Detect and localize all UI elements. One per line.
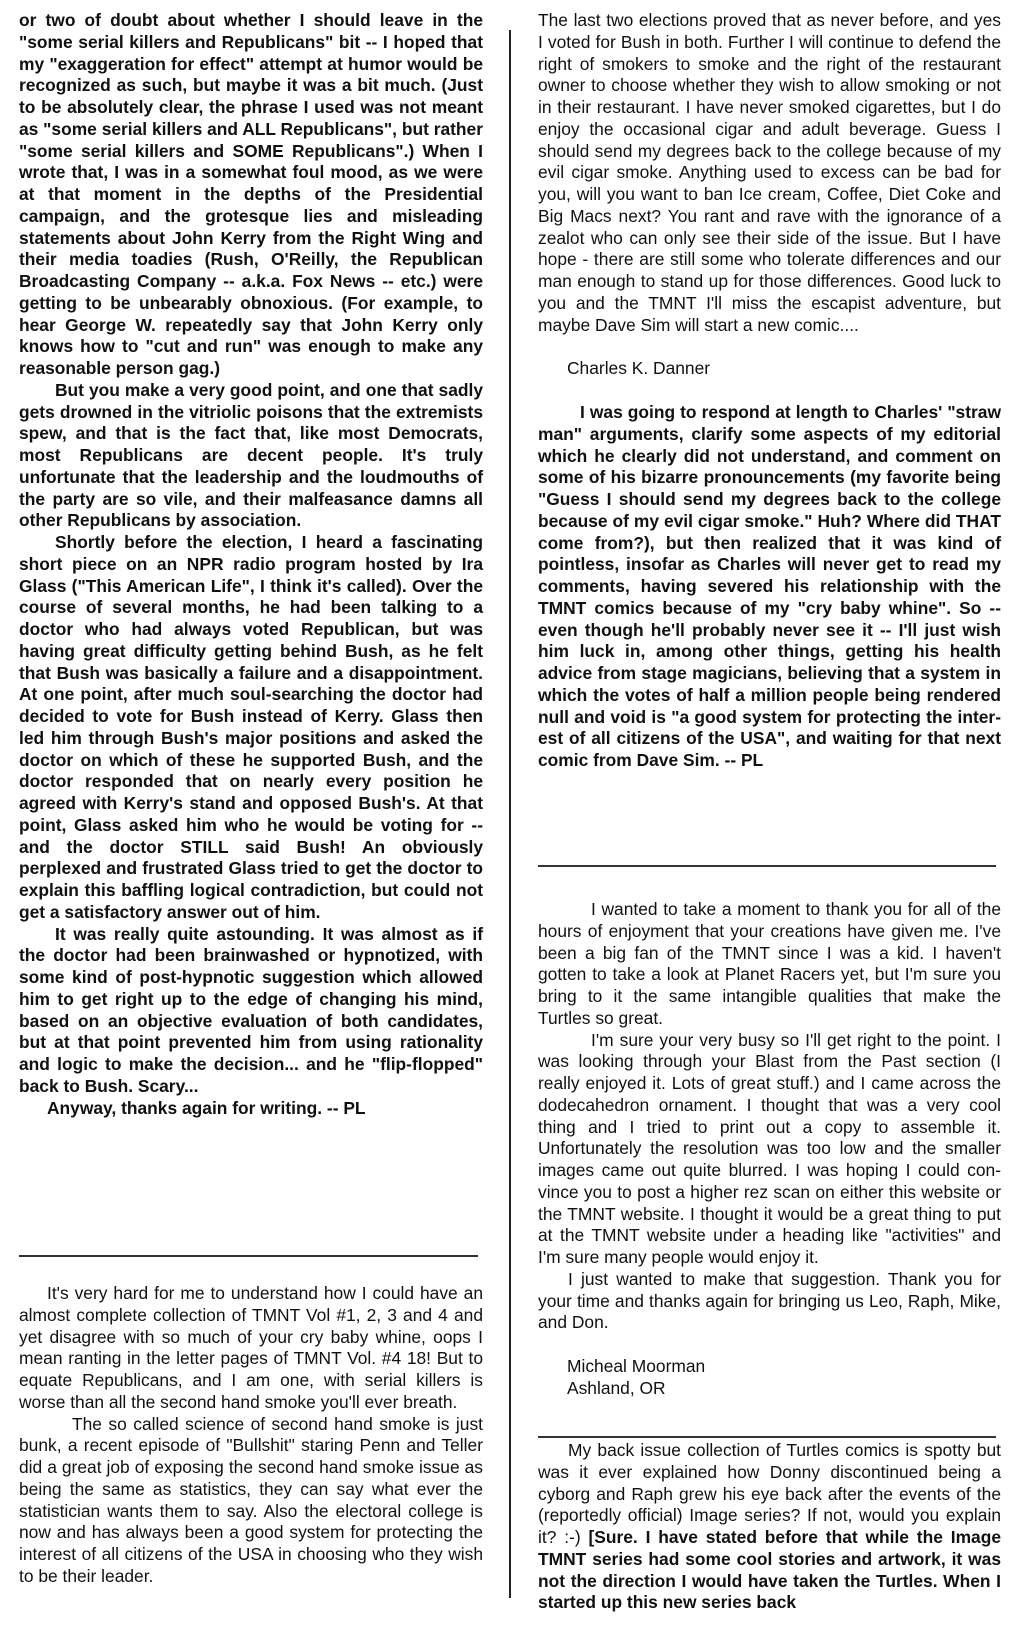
section-separator (538, 865, 996, 867)
reply-paragraph: But you make a very good point, and one that sadly gets drowned in the vitriolic poisons that the extremists spew, and that is the fact that, like most Democrats, most Republicans are decent people. It's truly unfortunate that the leadership and the loudmouths of the party are so vile, and their malfeasance damns all other Republicans by association. (19, 379, 483, 531)
letter-signature: Charles K. Danner (567, 358, 711, 379)
letter-paragraph: The last two elections proved that as never before, and yes I voted for Bush in both. Further I will continue to defend the right of smokers to smoke and the right of the restaurant owner to choose whether they wish to allow smoking or not in their restaurant. I have never smoked cigarettes, but I do enjoy the occasional cigar and adult beverage. Guess I should send my degrees back to the college because of my evil cigar smoke. Anything used to excess can be bad for you, will you want to ban Ice cream, Coffee, Diet Coke and Big Macs next? You rant and rave with the ignorance of a zealot who can only see their side of the issue. But I have hope - there are still some who tolerate differences and our man enough to stand up for those differences. Good luck to you and the TMNT I'll miss the escapist adventure, but maybe Dave Sim will start a new comic.... (538, 10, 1001, 335)
letter-danner-part2 (538, 10, 1001, 380)
reply-signoff: Anyway, thanks again for writing. -- PL (47, 1097, 366, 1118)
editor-reply-pl-2 (538, 402, 1001, 772)
letter-back-issue (538, 1440, 1001, 1614)
letter-moorman (538, 899, 1001, 1400)
letter-question: My back issue collection of Turtles comics is spotty but was it ever explained how Donny discontinued being a cyborg and Raph grew his eye back after the events of the (reportedly official) Image series? If not, would you explain it? :-) (538, 1440, 1001, 1547)
letter-paragraph: I'm sure your very busy so I'll get right to the point. I was looking through your Blast from the Past section (I really enjoyed it. Lots of great stuff.) and I came across the dodecahedron ornament. I thought that was a very cool thing and I tried to print out a copy to assemble it. Unfortunately the resolution was too low and the smaller images came out quite blurred. I was hoping I could convince you to post a higher rez scan on either this website or the TMNT website. I thought it would be a great thing to put at the TMNT website under a heading like "activities" and I'm sure many people would enjoy it. (538, 1029, 1001, 1267)
section-separator (19, 1255, 478, 1257)
left-column (19, 10, 483, 1119)
letter-paragraph: I just wanted to make that suggestion. Thank you for your time and thanks again for bringing us Leo, Raph, Mike, and Don. (538, 1268, 1001, 1333)
reply-paragraph: or two of doubt about whether I should leave in the "some serial killers and Republicans" bit -- I hoped that my "exaggeration for effect" attempt at humor would be recognized as such, but maybe it was a bit much. (Just to be absolutely clear, the phrase I used was not meant as "some serial killers and ALL Republicans", but rather "some serial killers and SOME Republicans".) When I wrote that, I was in a somewhat foul mood, as we were at that moment in the depths of the Presidential campaign, and the grotesque lies and misleading statements about John Kerry from the Right Wing and their media toadies (Rush, O'Reilly, the Republican Broadcasting Company -- a.k.a. Fox News -- etc.) were getting to be unbearably obnoxious. (For example, to hear George W. repeatedly say that John Kerry only knows how to "cut and run" was enough to make any reasonable person gag.) (19, 10, 483, 378)
right-column (538, 10, 1001, 772)
letter-paragraph: The so called science of second hand smoke is just bunk, a recent episode of "Bullshit" staring Penn and Teller did a great job of exposing the second hand smoke issue as being the same as statistics, they can say what ever the statistician wants them to say. Also the electoral college is now and has always been a good system for protecting the interest of all citizens of the USA in choosing who they wish to be their leader. (19, 1413, 483, 1586)
reply-paragraph: I was going to respond at length to Charles' "straw man" arguments, clarify some aspects of my editorial which he clearly did not understand, and comment on some of his bizarre pronouncements (my favorite being "Guess I should send my degrees back to the college because of my evil cigar smoke." Huh? Where did THAT come from?), but then realized that it was kind of pointless, insofar as Charles will never get to read my comments, having severed his relationship with the TMNT comics because of my "cry baby whine". So -- even though he'll probably never see it -- I'll just wish him luck in, among other things, getting his health advice from stage magicians, believing that a system in which the votes of half a million people being rendered null and void is "a good system for protecting the interest of all citizens of the USA", and waiting for that next comic from Dave Sim. -- PL (538, 402, 1001, 770)
editor-reply-pl-1 (19, 10, 483, 1119)
letter-danner-part1 (19, 1283, 483, 1588)
column-divider (509, 30, 511, 1598)
signature-location: Ashland, OR (567, 1377, 666, 1398)
letter-paragraph: I wanted to take a moment to thank you for all of the hours of enjoyment that your creations have given me. I've been a big fan of the TMNT since I was a kid. I haven't gotten to take a look at Planet Racers yet, but I'm sure you bring to it the same intangible qualities that make the Turtles so great. (538, 899, 1001, 1028)
signature-name: Micheal Moorman (567, 1356, 706, 1376)
letter-paragraph: It's very hard for me to understand how I could have an almost complete collection of TMNT Vol #1, 2, 3 and 4 and yet disagree with so much of your cry baby whine, oops I mean ranting in the letter pages of TMNT Vol. #4 18! But to equate Republicans, and I am one, with serial killers is worse than all the second hand smoke you'll ever breath. (19, 1283, 483, 1412)
reply-paragraph: It was really quite astounding. It was almost as if the doctor had been brainwashed or hypnotized, with some kind of post-hypnotic suggestion which allowed him to get right up to the edge of changing his mind, based on an objective evaluation of both candidates, but at that point prevented him from using rationality and logic to make the decision... and he "flip-flopped" back to Bush. Scary... (19, 923, 483, 1096)
section-separator (538, 1436, 996, 1438)
reply-paragraph: Shortly before the election, I heard a fascinating short piece on an NPR radio program hosted by Ira Glass ("This American Life", I think it's called). Over the course of several months, he had been talking to a doctor who had always voted Republican, but was having great difficulty getting behind Bush, as he felt that Bush was basically a failure and a disappointment. At one point, after much soul-searching the doctor had decided to vote for Bush instead of Kerry. Glass then led him through Bush's major positions and asked the doctor on which of these he supported Bush, and the doctor responded that on nearly every position he agreed with Kerry's stand and opposed Bush's. At that point, Glass asked him who he would be voting for -- and the doctor STILL said Bush! An obviously perplexed and frustrated Glass tried to get the doctor to explain this baffling logical contradiction, but could not get a satisfactory answer out of him. (19, 532, 483, 922)
editor-answer: [Sure. I have stated before that while the Image TMNT series had some cool stories and artwork, it was not the direction I would have taken the Turtles. When I started up this new series back (538, 1527, 1001, 1613)
